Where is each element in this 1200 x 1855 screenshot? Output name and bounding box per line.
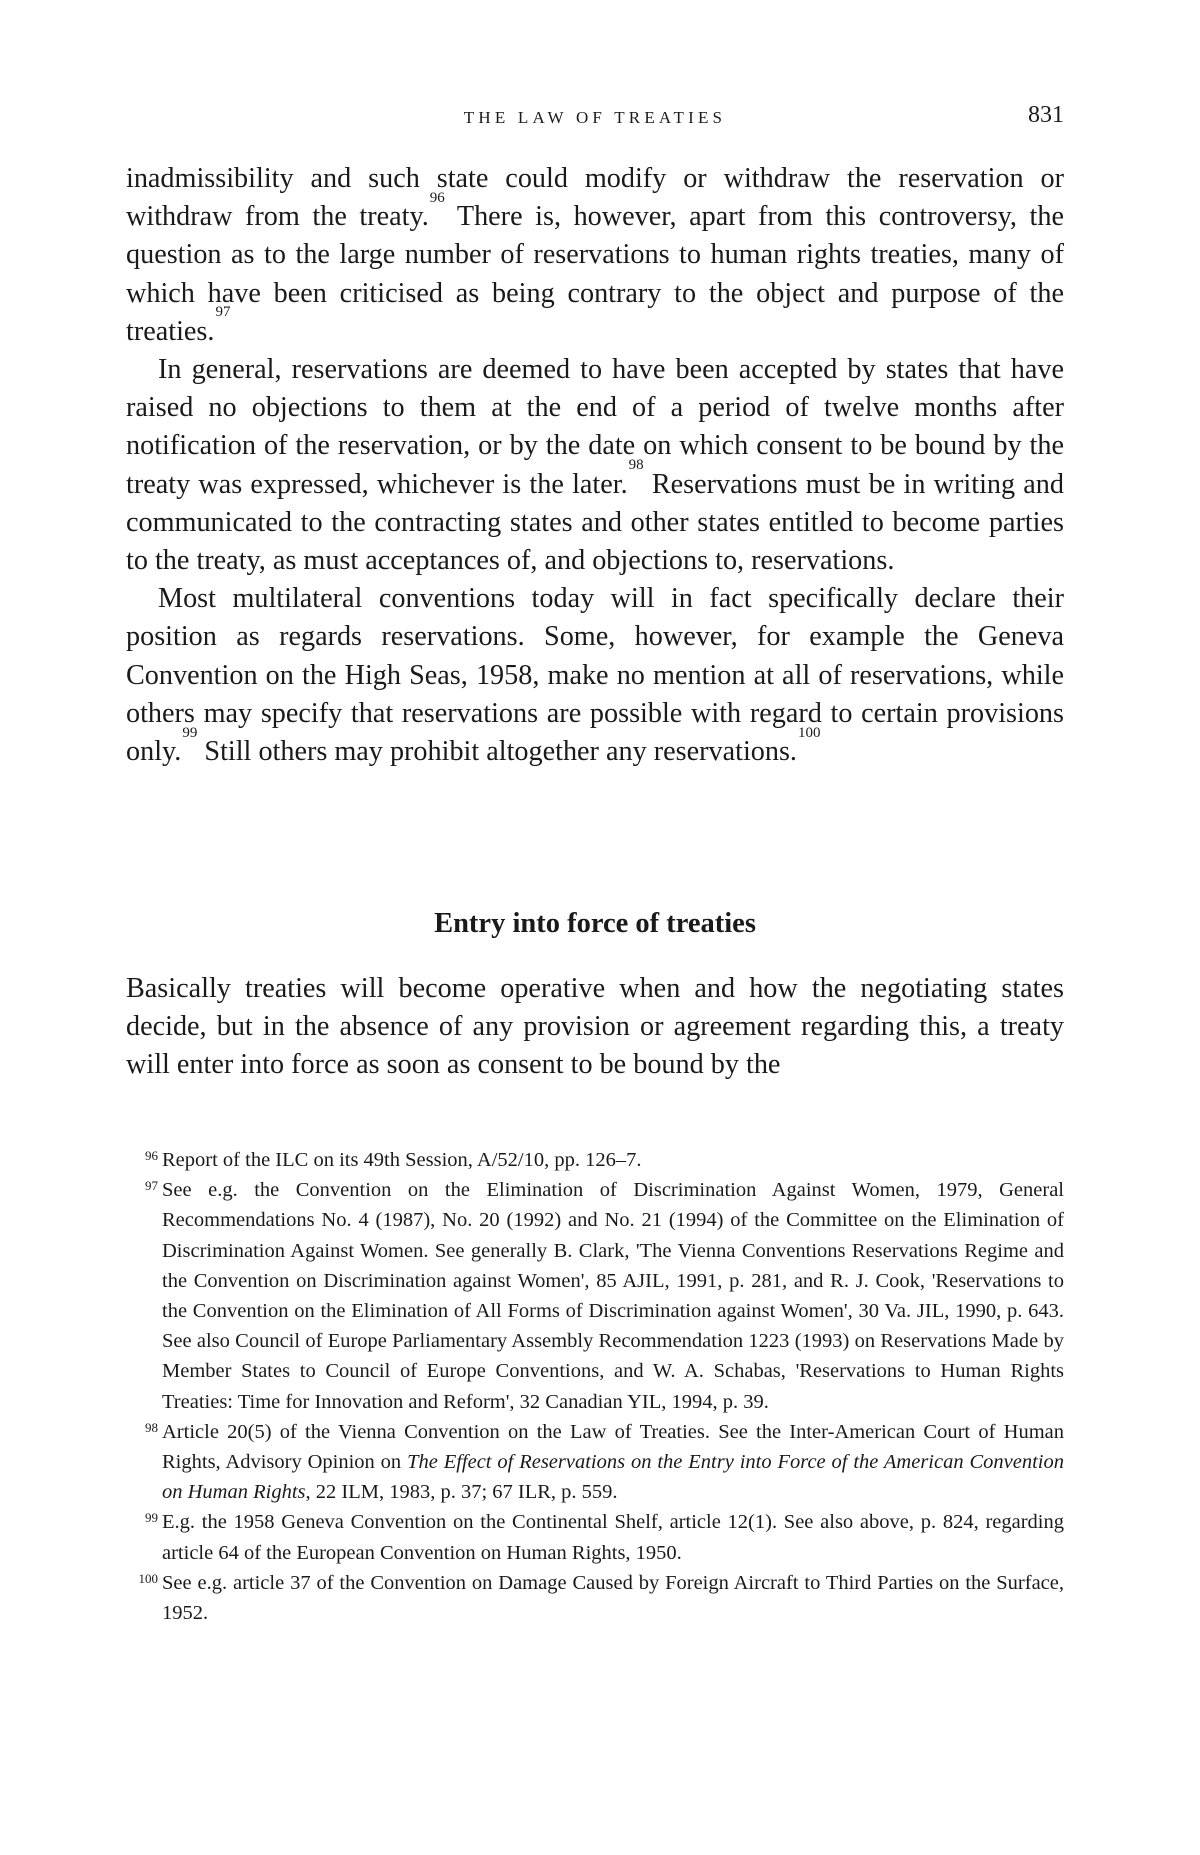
footnote-99: [145, 1507, 1064, 1567]
section-heading: Entry into force of treaties: [434, 908, 756, 939]
paragraph-text: In general, reservations are deemed to have been accepted by states that have raised no objections to them at the end of a period of twelve months after notification of the reservation, or by the date on which consent to be bound by the treaty was expressed, whichever is the later.: [126, 354, 1064, 500]
footnote-ref-97[interactable]: 97: [215, 304, 231, 321]
footnote-ref-98[interactable]: 98: [628, 457, 644, 474]
paragraph-text: There is, however, apart from this controversy, the question as to the large number of reservations to human rights treaties, many of which have been criticised as being contrary to the object and purpose of the treaties.: [126, 201, 1064, 347]
footnote-italic-title: The Effect of Reservations on the Entry into Force of the American Convention on Human Rights: [162, 1451, 1064, 1504]
footnote-ref-100[interactable]: 100: [797, 724, 821, 741]
footnote-number: 100: [138, 1570, 158, 1586]
paragraph-3: [126, 580, 1064, 771]
footnote-number: 97: [145, 1178, 158, 1194]
footnote-text: See e.g. the Convention on the Elimination of Discrimination Against Women, 1979, General Recommendations No. 4 (1987), No. 20 (1992) and No. 21 (1994) of the Committee on the Elimination of Discrimination Against Women. See generally B. Clark, 'The Vienna Conventions Reservations Regime and the Convention on Discrimination against Women', 85 AJIL, 1991, p. 281, and R. J. Cook, 'Reservations to the Convention on the Elimination of All Forms of Discrimination against Women', 30 Va. JIL, 1990, p. 643. See also Council of Europe Parliamentary Assembly Recommendation 1223 (1993) on Reservations Made by Member States to Council of Europe Conventions, and W. A. Schabas, 'Reservations to Human Rights Treaties: Time for Innovation and Reform', 32 Canadian YIL, 1994, p. 39.: [162, 1179, 1064, 1413]
paragraph-1: [126, 160, 1064, 351]
footnote-text: Article 20(5) of the Vienna Convention on the Law of Treaties. See the Inter-American Court of Human Rights, Advisory Opinion on: [162, 1420, 1064, 1474]
footnote-text: E.g. the 1958 Geneva Convention on the Continental Shelf, article 12(1). See also above, p. 824, regarding article 64 of the European Convention on Human Rights, 1950.: [162, 1511, 1064, 1564]
footnote-number: 99: [145, 1510, 158, 1526]
page-number: 831: [1028, 102, 1064, 128]
footnote-number: 98: [145, 1419, 158, 1435]
paragraph-text: Still others may prohibit altogether any reservations.: [197, 736, 797, 768]
paragraph-text: Reservations must be in writing and communicated to the contracting states and other states entitled to become parties to the treaty, as must acceptances of, and objections to, reservations.: [126, 468, 1064, 577]
paragraph-4: Basically treaties will become operative when and how the negotiating states decide, but in the absence of any provision or agreement regarding this, a treaty will enter into force as soon as consent to be bound by the: [126, 973, 1064, 1081]
footnote-text: See e.g. article 37 of the Convention on Damage Caused by Foreign Aircraft to Third Parties on the Surface, 1952.: [162, 1571, 1064, 1625]
footnote-ref-99[interactable]: 99: [182, 724, 198, 741]
footnote-97: [145, 1175, 1064, 1417]
footnotes: [138, 1145, 1064, 1628]
footnote-ref-96[interactable]: 96: [429, 189, 445, 206]
footnote-text: , 22 ILM, 1983, p. 37; 67 ILR, p. 559.: [305, 1481, 618, 1504]
footnote-100: [138, 1568, 1064, 1628]
footnote-text: Report of the ILC on its 49th Session, A/52/10, pp. 126–7.: [162, 1149, 642, 1171]
running-title: THE LAW OF TREATIES: [463, 108, 727, 127]
paragraph-text: Most multilateral conventions today will in fact specifically declare their position as regards reservations. Some, however, for example the Geneva Convention on the High Seas, 1958, make no mention at all of reservations, while others may specify that reservations are possible with regard to certain provisions only.: [126, 583, 1064, 768]
footnote-98: [145, 1417, 1064, 1508]
footnote-96: [145, 1145, 1064, 1175]
section-body: [126, 970, 1064, 1085]
body-text: [126, 160, 1064, 771]
paragraph-2: [126, 351, 1064, 580]
paragraph-text: inadmissibility and such state could modify or withdraw the reservation or withdraw from the treaty.: [126, 163, 1064, 233]
footnote-number: 96: [145, 1148, 158, 1163]
running-head: [126, 102, 1064, 132]
